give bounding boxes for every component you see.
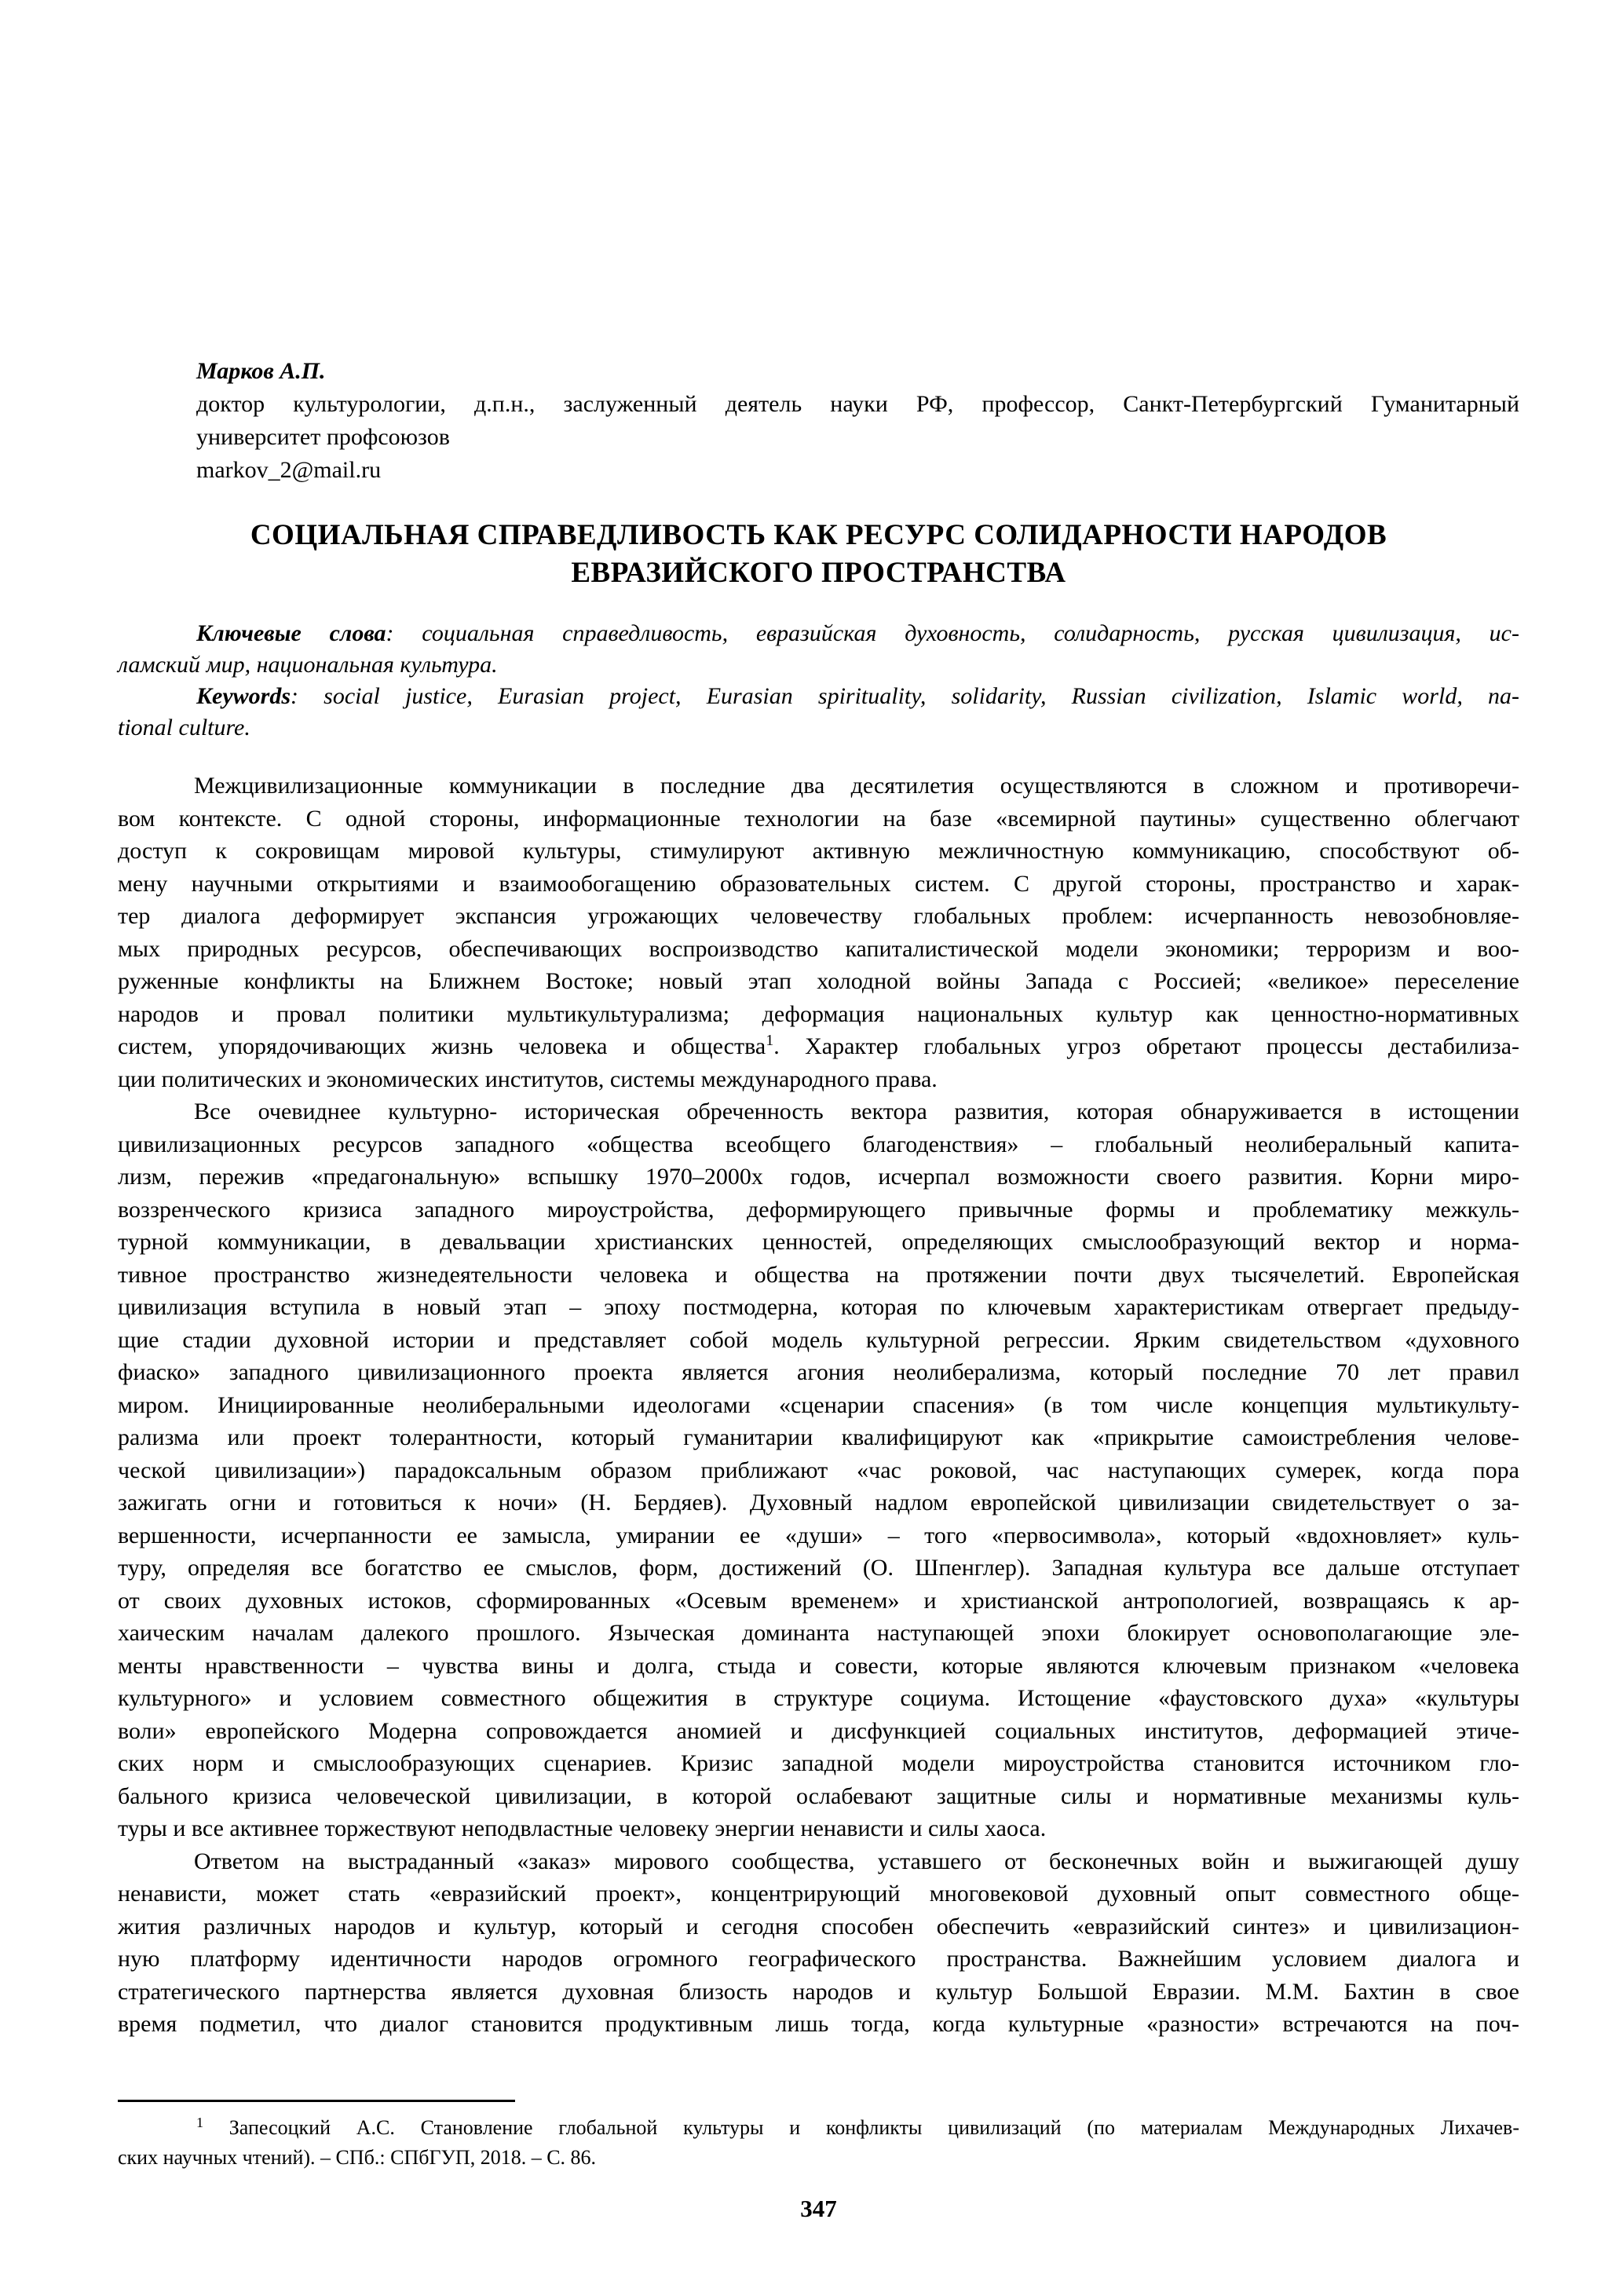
text-line: вом контексте. С одной стороны, информационные технологии на базе «всемирной паутины» существенно облегчают — [118, 805, 1519, 832]
text-line: доктор культурологии, д.п.н., заслуженный деятель науки РФ, профессор, Санкт-Петербургский Гуманитарный — [196, 391, 1519, 417]
text-line: жития различных народов и культур, который и сегодня способен обеспечить «евразийский синтез» и цивилизацион- — [118, 1913, 1519, 1940]
text-line: турной коммуникации, в девальвации христианских ценностей, определяющих смыслообразующий вектор и норма- — [118, 1229, 1519, 1255]
author-affiliation — [196, 388, 1519, 454]
text-line: мену научными открытиями и взаимообогащению образовательных систем. С другой стороны, пространство и харак- — [118, 870, 1519, 897]
text-line: ческой цивилизации») парадоксальным образом приближают «час роковой, час наступающих сумерек, когда пора — [118, 1457, 1519, 1483]
text-line: ную платформу идентичности народов огромного географического пространства. Важнейшим условием диалога и — [118, 1946, 1519, 1972]
text-line: Ответом на выстраданный «заказ» мирового сообщества, уставшего от бесконечных войн и выжигающей душу — [194, 1848, 1519, 1874]
footnote-1-line-1 — [118, 2113, 1519, 2143]
paragraph-1 — [118, 770, 1519, 1095]
article-title — [118, 517, 1519, 592]
paragraph-2 — [118, 1095, 1519, 1845]
text-line: стратегического партнерства является духовная близость народов и культур Большой Евразии. М.М. Бахтин в свое — [118, 1978, 1519, 2005]
text-line: ненависти, может стать «евразийский проект», концентрирующий многовековой духовный опыт совместного обще- — [118, 1881, 1519, 1907]
paragraph-1-footnote-line-pre: систем, упорядочивающих жизнь человека и общества — [118, 1033, 766, 1059]
keywords-en-line-2: tional culture. — [118, 715, 250, 740]
keywords-ru-text: : социальная справедливость, евразийская духовность, солидарность, русская цивилизация, ис- — [386, 620, 1519, 646]
text-line: миром. Инициированные неолиберальными идеологами «сценарии спасения» (в том числе концепция мультикульту- — [118, 1391, 1519, 1418]
text-line: бального кризиса человеческой цивилизации, в которой ослабевают защитные силы и нормативные механизмы куль- — [118, 1782, 1519, 1809]
text-line: народов и провал политики мультикультурализма; деформация национальных культур как ценностно-нормативных — [118, 1000, 1519, 1027]
text-line: время подметил, что диалог становится продуктивным лишь тогда, когда культурные «разности» встречаются на поч- — [118, 2011, 1519, 2037]
text-line: менты нравственности – чувства вины и долга, стыда и совести, которые являются ключевым признаком «человека — [118, 1652, 1519, 1679]
paragraph-1-lines — [118, 770, 1519, 1030]
text-line: университет профсоюзов — [196, 424, 450, 450]
paragraph-1-footnote-line — [118, 1030, 1519, 1063]
author-block — [118, 355, 1519, 487]
text-line: цивилизация вступила в новый этап – эпоху постмодерна, которая по ключевым характеристикам отвергает предыду- — [118, 1294, 1519, 1320]
author-email: markov_2@mail.ru — [196, 457, 382, 483]
text-line: рализма или проект толерантности, который гуманитарии квалифицируют как «прикрытие самоистребления челове- — [118, 1424, 1519, 1450]
text-line: вершенности, исчерпанности ее замысла, умирании ее «души» – того «первосимвола», который «вдохновляет» куль- — [118, 1522, 1519, 1548]
text-line: Межцивилизационные коммуникации в последние два десятилетия осуществляются в сложном и противоречи- — [194, 773, 1519, 799]
text-line: воли» европейского Модерна сопровождается аномией и дисфункцией социальных институтов, деформацией этиче- — [118, 1717, 1519, 1744]
article-title-line-1: СОЦИАЛЬНАЯ СПРАВЕДЛИВОСТЬ КАК РЕСУРС СОЛИДАРНОСТИ НАРОДОВ — [250, 519, 1387, 551]
page-number: 347 — [800, 2194, 837, 2222]
footnote-1-number: 1 — [196, 2114, 203, 2130]
footnote-area — [118, 2100, 1519, 2173]
footnote-1-text: Запесоцкий А.С. Становление глобальной культуры и конфликты цивилизаций (по материалам Международных Лихачев- — [203, 2115, 1519, 2139]
text-line: цивилизационных ресурсов западного «общества всеобщего благоденствия» – глобальный неолиберальный капита- — [118, 1131, 1519, 1157]
paragraph-1-footnote-line-post: . Характер глобальных угроз обретают процессы дестабилиза- — [773, 1033, 1519, 1059]
footnote-1-line-2: ских научных чтений). – СПб.: СПбГУП, 2018. – С. 86. — [118, 2145, 597, 2169]
paragraph-2-lines — [118, 1095, 1519, 1845]
paragraph-3-lines — [118, 1845, 1519, 2041]
text-line: от своих духовных истоков, сформированных «Осевым временем» и христианской антропологией, возвращаясь к ар- — [118, 1587, 1519, 1614]
text-line: тер диалога деформирует экспансия угрожающих человечеству глобальных проблем: исчерпанность невозобновляе- — [118, 903, 1519, 929]
text-line: хаическим началам далекого прошлого. Языческая доминанта наступающей эпохи блокирует основополагающие эле- — [118, 1620, 1519, 1646]
text-line: воззренческого кризиса западного мироустройства, деформирующего привычные формы и проблематику межкуль- — [118, 1196, 1519, 1223]
text-line: туру, определяя все богатство ее смыслов, форм, достижений (О. Шпенглер). Западная культура все дальше отступает — [118, 1555, 1519, 1581]
text-line: фиаско» западного цивилизационного проекта является агония неолиберализма, который последние 70 лет правил — [118, 1359, 1519, 1385]
text-line: туры и все активнее торжествуют неподвластные человеку энергии ненависти и силы хаоса. — [118, 1815, 1047, 1841]
keywords-en-text: : social justice, Eurasian project, Eurasian spirituality, solidarity, Russian civilization, Islamic world, na- — [291, 683, 1519, 709]
keywords-ru-line-1 — [118, 618, 1519, 649]
keywords-ru-line-2: ламский мир, национальная культура. — [118, 652, 498, 678]
keywords-en-line-1 — [118, 681, 1519, 712]
text-line: зажигать огни и готовиться к ночи» (Н. Бердяев). Духовный надлом европейской цивилизации свидетельствует о за- — [118, 1490, 1519, 1515]
text-line: руженные конфликты на Ближнем Востоке; новый этап холодной войны Запада с Россией; «великое» переселение — [118, 968, 1519, 994]
page-content — [118, 355, 1519, 2223]
text-line: культурного» и условием совместного общежития в структуре социума. Истощение «фаустовского духа» «культуры — [118, 1685, 1519, 1711]
text-line: тивное пространство жизнедеятельности человека и общества на протяжении почти двух тысячелетий. Европейская — [118, 1261, 1519, 1288]
paragraph-1-last-line: ции политических и экономических институтов, системы международного права. — [118, 1066, 938, 1092]
keywords-section — [118, 618, 1519, 744]
keywords-ru-label: Ключевые слова — [196, 620, 386, 646]
text-line: мых природных ресурсов, обеспечивающих воспроизводство капиталистической модели экономики; терроризм и воо- — [118, 935, 1519, 962]
footnote-separator — [118, 2100, 515, 2102]
text-line: щие стадии духовной истории и представляет собой модель культурной регрессии. Ярким свидетельством «духовного — [118, 1326, 1519, 1353]
footnote-1 — [118, 2113, 1519, 2173]
paragraph-3 — [118, 1845, 1519, 2041]
text-line: доступ к сокровищам мировой культуры, стимулируют активную межличностную коммуникацию, способствуют об- — [118, 838, 1519, 864]
author-name: Марков А.П. — [196, 358, 326, 384]
keywords-en-label: Keywords — [196, 683, 291, 709]
footnote-reference-1: 1 — [766, 1032, 774, 1049]
article-body — [118, 770, 1519, 2041]
text-line: ских норм и смыслообразующих сценариев. Кризис западной модели мироустройства становится источником гло- — [118, 1750, 1519, 1776]
text-line: лизм, пережив «предагональную» вспышку 1970–2000х годов, исчерпал возможности своего развития. Корни миро- — [118, 1164, 1519, 1190]
text-line: Все очевиднее культурно- историческая обреченность вектора развития, которая обнаруживается в истощении — [194, 1099, 1519, 1124]
article-title-line-2: ЕВРАЗИЙСКОГО ПРОСТРАНСТВА — [571, 557, 1066, 589]
